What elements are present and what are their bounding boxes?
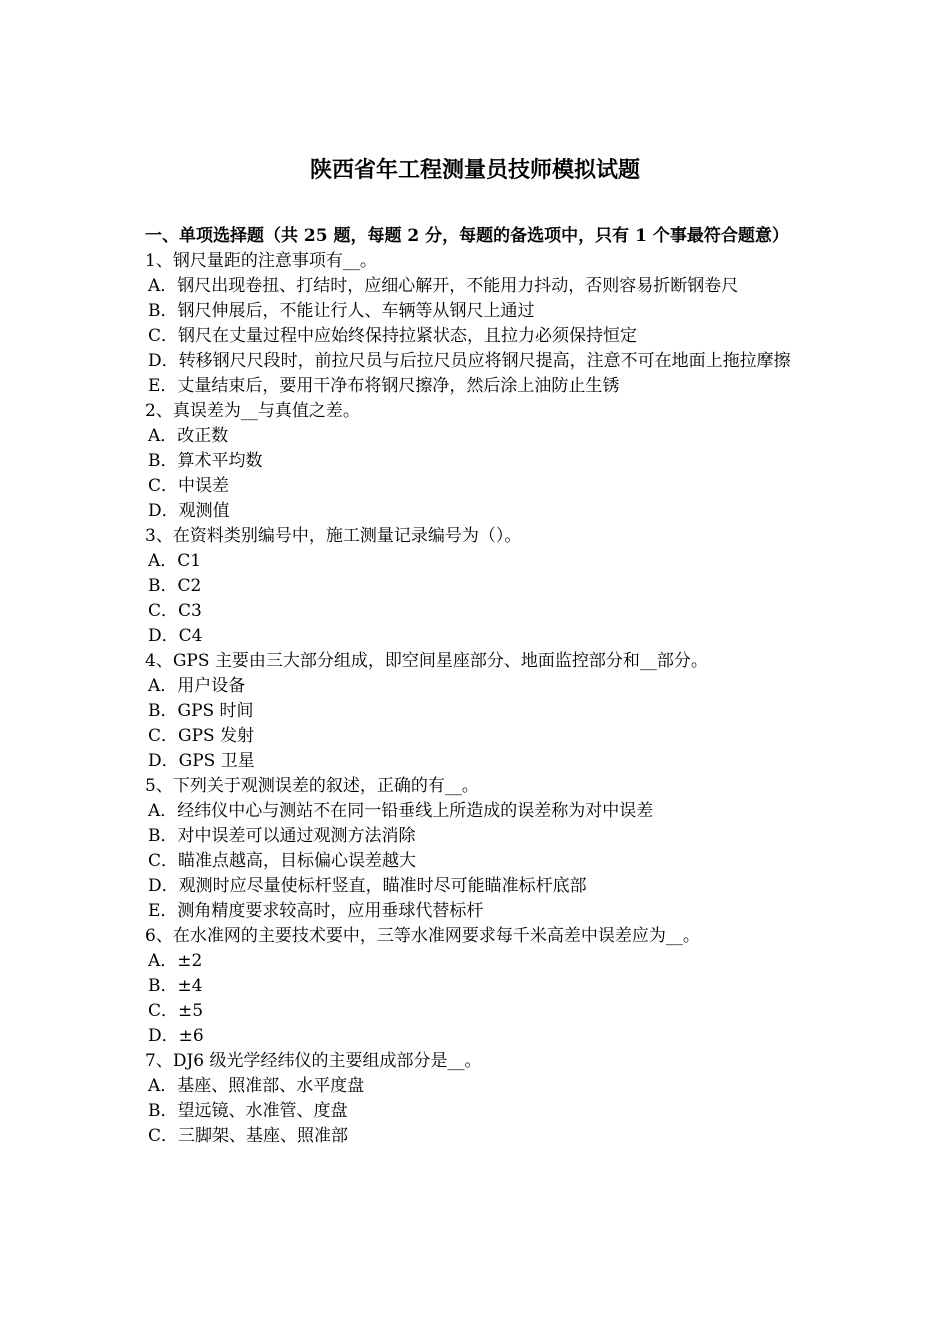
option-a: A．基座、照准部、水平度盘: [148, 1076, 365, 1096]
option-d: D．观测时应尽量使标杆竖直，瞄准时尽可能瞄准标杆底部: [148, 876, 587, 896]
option-c: C．瞄准点越高，目标偏心误差越大: [148, 851, 417, 871]
question-stem: 1、钢尺量距的注意事项有__。: [145, 251, 377, 271]
option-b: B．C2: [148, 576, 202, 596]
question-stem: 5、下列关于观测误差的叙述，正确的有__。: [145, 776, 479, 796]
option-c: C．中误差: [148, 476, 230, 496]
option-b: B．GPS 时间: [148, 701, 254, 721]
option-c: C．三脚架、基座、照准部: [148, 1126, 349, 1146]
question-1: [145, 249, 810, 399]
option-e: E．测角精度要求较高时，应用垂球代替标杆: [148, 901, 484, 921]
question-2: [145, 399, 810, 524]
option-b: B．对中误差可以通过观测方法消除: [148, 826, 416, 846]
question-stem: 6、在水准网的主要技术要中，三等水准网要求每千米高差中误差应为__。: [145, 926, 700, 946]
question-7: [145, 1049, 810, 1149]
option-a: A．改正数: [148, 426, 229, 446]
section-heading: 一、单项选择题（共 25 题，每题 2 分，每题的备选项中，只有 1 个事最符合题意）: [145, 226, 789, 246]
option-c: C．GPS 发射: [148, 726, 255, 746]
document-title: 陕西省年工程测量员技师模拟试题: [309, 157, 640, 183]
option-d: D．C4: [148, 626, 203, 646]
option-d: D．转移钢尺尺段时，前拉尺员与后拉尺员应将钢尺提高，注意不可在地面上拖拉摩擦: [148, 351, 791, 371]
question-5: [145, 774, 810, 924]
question-stem: 2、真误差为__与真值之差。: [145, 401, 360, 421]
option-d: D．观测值: [148, 501, 230, 521]
question-stem: 4、GPS 主要由三大部分组成，即空间星座部分、地面监控部分和__部分。: [145, 651, 708, 671]
question-3: [145, 524, 810, 649]
question-6: [145, 924, 810, 1049]
option-a: A．C1: [148, 551, 202, 571]
option-e: E．丈量结束后，要用干净布将钢尺擦净，然后涂上油防止生锈: [148, 376, 620, 396]
question-stem: 7、DJ6 级光学经纬仪的主要组成部分是__。: [145, 1051, 482, 1071]
option-a: A．钢尺出现卷扭、打结时，应细心解开，不能用力抖动，否则容易折断钢卷尺: [148, 276, 739, 296]
question-stem: 3、在资料类别编号中，施工测量记录编号为（）。: [145, 526, 522, 546]
option-a: A．用户设备: [148, 676, 246, 696]
option-b: B．望远镜、水准管、度盘: [148, 1101, 348, 1121]
option-b: B．算术平均数: [148, 451, 263, 471]
option-b: B．±4: [148, 976, 203, 996]
option-a: A．经纬仪中心与测站不在同一铅垂线上所造成的误差称为对中误差: [148, 801, 654, 821]
option-d: D．±6: [148, 1026, 204, 1046]
option-c: C．±5: [148, 1001, 204, 1021]
option-c: C．钢尺在丈量过程中应始终保持拉紧状态，且拉力必须保持恒定: [148, 326, 638, 346]
option-c: C．C3: [148, 601, 202, 621]
option-b: B．钢尺伸展后，不能让行人、车辆等从钢尺上通过: [148, 301, 535, 321]
question-4: [145, 649, 810, 774]
option-d: D．GPS 卫星: [148, 751, 255, 771]
document-body: [145, 224, 810, 1149]
option-a: A．±2: [148, 951, 203, 971]
